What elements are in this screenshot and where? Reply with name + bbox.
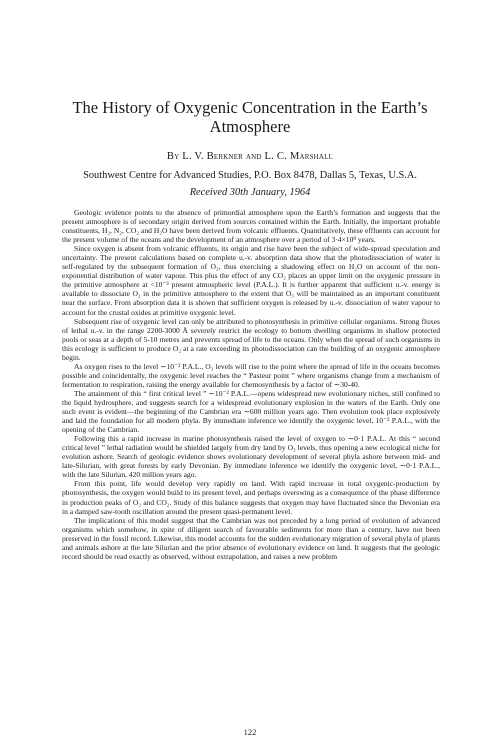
paragraph: The attainment of this “ first critical level ” ∼10⁻² P.A.L.—opens widespread new evolutionary niches, still confined to the liquid hydrosphere, and suggests search for a widespread evolutionary explosion in the waters of the Earth. Only one such event is evident—the beginning of the Cambrian era ∼600 million years ago. Then evolution took place explosively and laid the foundation for all modern phyla. By immediate inference we identify the oxygenic level, 10⁻² P.A.L., with the opening of the Cambrian. xyxy=(62,388,440,435)
author-affiliation: Southwest Centre for Advanced Studies, P.O. Box 8478, Dallas 5, Texas, U.S.A. xyxy=(83,170,417,181)
paragraph: Geologic evidence points to the absence of primordial atmosphere upon the Earth’s formation and suggests that the present atmosphere is of secondary origin derived from sources contained within the Earth. Initially, the important probable constituents, H₂, N₂, CO₂ and H₂O have been derived from volcanic effluents. Quantitatively, these effluents can account for the present volume of the oceans and the development of an atmosphere over a period of 3·4×10⁹ years. xyxy=(62,208,440,245)
received-date: Received 30th January, 1964 xyxy=(189,187,311,198)
paragraph: From this point, life would develop very rapidly on land. With rapid increase in total oxygenic-production by photosynthesis, the oxygen would build to its present level, and perhaps overswing as a consequence of the phase difference in production peaks of O₂ and CO₂. Study of this balance suggests that oxygen may have fluctuated since the Devonian era in a damped saw-tooth oscillation around the present quasi-permanent level. xyxy=(62,479,440,516)
paragraph: Subsequent rise of oxygenic level can only be attributed to photosynthesis in primitive cellular organisms. Strong fluxes of lethal u.-v. in the range 2200-3000 Å severely restrict the ecology to bottom dwelling organisms in shallow protected pools or seas at a depth of 5-10 metres and prevents spread of life to the oceans. Only when the spread of such organisms in this ecology is sufficient to produce O₂ at a rate exceeding its photodissociation can the building of an oxygenic atmosphere begin. xyxy=(62,316,440,362)
paper-authors: By L. V. Berkner and L. C. Marshall xyxy=(166,151,334,162)
paper-title: The History of Oxygenic Concentration in the Earth’s Atmosphere xyxy=(72,98,428,136)
paragraph: The implications of this model suggest that the Cambrian was not preceded by a long period of evolution of advanced organisms which somehow, in spite of diligent search of favourable sediments for more than a century, have not been preserved in the fossil record. Likewise, this model accounts for the sudden evolutionary migration of several phyla of plants and animals ashore at the late Silurian and the prior absence of evolutionary evidence on land. It suggests that the geologic record should be read exactly as observed, without extrapolation, and raises a new problem xyxy=(62,515,440,561)
paragraph: Following this a rapid increase in marine photosynthesis raised the level of oxygen to ∼0·1 P.A.L. At this “ second critical level ” lethal radiation would be shielded largely from dry land by O₃ levels, thus opening a new ecological niche for evolution ashore. Search of geologic evidence shows evolutionary development of several phyla ashore between mid- and late-Silurian, with great forests by early Devonian. By immediate inference we identify the oxygenic level, ∼0·1 P.A.L., with the late Silurian, 420 million years ago. xyxy=(62,434,440,480)
page-number: 122 xyxy=(243,727,257,737)
abstract-body xyxy=(62,208,440,561)
paragraph: As oxygen rises to the level ∼10⁻² P.A.L., O₃ levels will rise to the point where the spread of life in the oceans becomes possible and coincidentally, the oxygenic level reaches the “ Pasteur point ” where organisms change from a mechanism of fermentation to respiration, raising the energy available for chemosynthesis by a factor of ∼30-40. xyxy=(62,361,440,389)
paragraph: Since oxygen is absent from volcanic effluents, its origin and rise have been the subject of wide-spread speculation and uncertainty. The present calculations based on complete u.-v. absorption data show that the photodissociation of water is self-regulated by the subsequent formation of O₂, thus exercising a shadowing effect on H₂O on account of the non-exponential distribution of water vapour. This plus the effect of any CO₂ places an upper limit on the oxygenic pressure in the primitive atmosphere at <10⁻³ present atmospheric level (P.A.L.). It is further apparent that sufficient u.-v. energy is available to dissociate O₂ in the primitive atmosphere to the extent that O₃ will be maintained as an important constituent near the surface. From absorption data it is shown that sufficient oxygen is released by u.-v. dissociation of water vapour to account for the crustal oxides at primitive oxygenic level. xyxy=(62,244,440,317)
